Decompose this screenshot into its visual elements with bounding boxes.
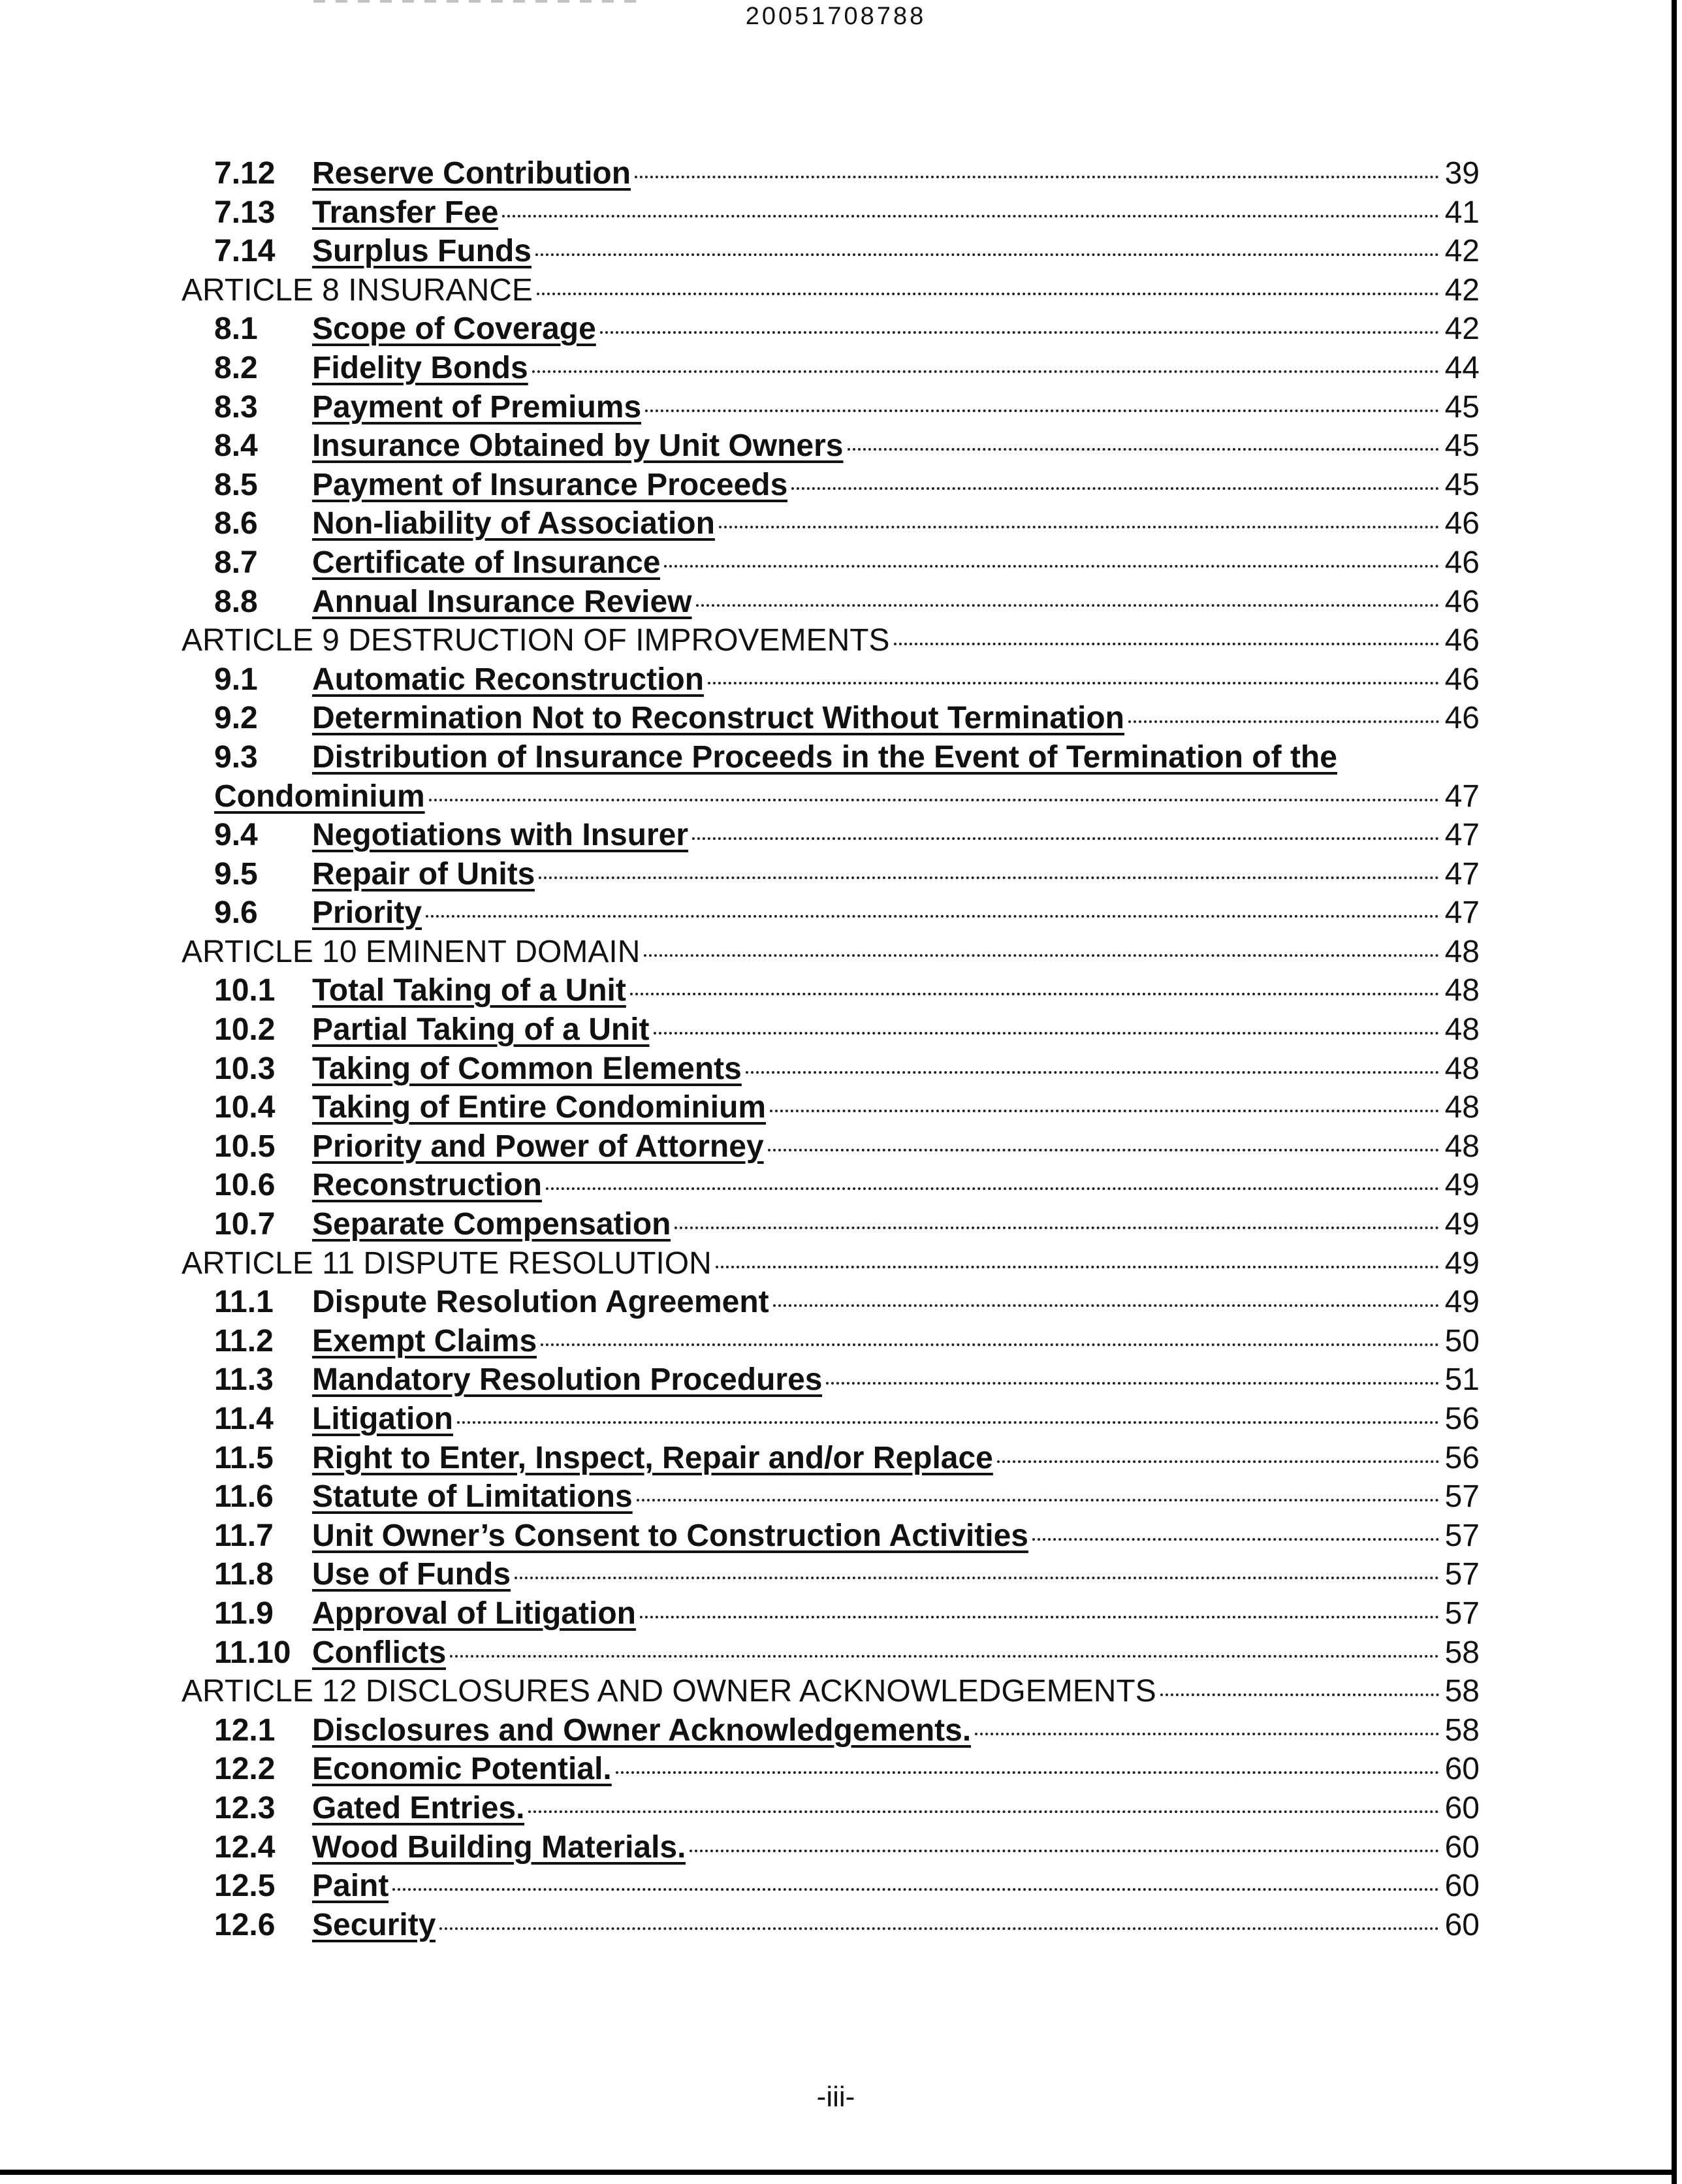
toc-section-title: Certificate of Insurance (312, 545, 661, 580)
toc-dot-leader (773, 1304, 1439, 1307)
toc-section-title: Litigation (312, 1402, 453, 1436)
toc-section-title: Economic Potential. (312, 1752, 612, 1787)
toc-dot-leader (791, 487, 1439, 490)
toc-section-title: Security (312, 1907, 436, 1942)
toc-section-title: Taking of Entire Condominium (312, 1090, 767, 1125)
toc-section-row (182, 583, 1480, 622)
toc-page-number: 49 (1444, 1285, 1480, 1320)
toc-section-title: Paint (312, 1869, 389, 1904)
toc-dot-leader (645, 410, 1439, 412)
toc-dot-leader (674, 1227, 1439, 1229)
toc-dot-leader (770, 1110, 1439, 1112)
toc-dot-leader (541, 1343, 1439, 1346)
toc-section-number: 9.5 (214, 856, 258, 891)
toc-section-number: 10.2 (214, 1012, 276, 1048)
toc-section-title: Exempt Claims (312, 1323, 537, 1358)
toc-section-title: Disclosures and Owner Acknowledgements. (312, 1712, 972, 1748)
toc-section-number: 10.6 (214, 1168, 276, 1203)
toc-section-row (182, 1283, 1480, 1322)
toc-section-title: Fidelity Bonds (312, 350, 528, 385)
toc-article-title: ARTICLE 10 EMINENT DOMAIN (182, 934, 641, 969)
toc-section-title: Insurance Obtained by Unit Owners (312, 428, 844, 464)
toc-section-row (182, 699, 1480, 738)
toc-section-title: Negotiations with Insurer (312, 818, 689, 853)
toc-section-title: Automatic Reconstruction (312, 662, 705, 697)
toc-page-number: 49 (1444, 1207, 1480, 1242)
toc-section-row (182, 1322, 1480, 1361)
toc-section-row (182, 349, 1480, 388)
toc-dot-leader (692, 837, 1439, 840)
toc-section-number: 8.6 (214, 506, 258, 541)
toc-article-title: ARTICLE 9 DESTRUCTION OF IMPROVEMENTS (182, 623, 890, 658)
toc-dot-leader (429, 799, 1439, 801)
toc-page-number: 60 (1444, 1869, 1480, 1904)
scan-border-bottom (0, 2170, 1677, 2175)
toc-article-row (182, 1244, 1480, 1283)
toc-section-title: Conflicts (312, 1635, 447, 1670)
toc-dot-leader (640, 1616, 1439, 1618)
toc-dot-leader (535, 253, 1439, 256)
toc-dot-leader (975, 1733, 1439, 1735)
toc-section-number: 11.4 (214, 1402, 274, 1436)
toc-page-number: 47 (1444, 856, 1480, 891)
toc-page-number: 42 (1444, 312, 1480, 347)
toc-page-number: 58 (1444, 1712, 1480, 1748)
page-number-footer: -iii- (816, 2081, 855, 2113)
toc-section-row (182, 1127, 1480, 1166)
toc-dot-leader (600, 331, 1439, 334)
toc-dot-leader (690, 1850, 1439, 1852)
toc-section-number: 9.4 (214, 818, 258, 853)
toc-dot-leader (997, 1460, 1439, 1463)
toc-page-number: 58 (1444, 1674, 1480, 1709)
toc-section-row (182, 310, 1480, 349)
toc-section-number: 12.1 (214, 1712, 276, 1748)
toc-dot-leader (644, 954, 1439, 957)
toc-section-number: 11.9 (214, 1596, 274, 1631)
toc-dot-leader (502, 215, 1439, 217)
toc-section-title: Reserve Contribution (312, 156, 631, 191)
toc-section-number: 8.7 (214, 545, 258, 580)
toc-section-title: Non-liability of Association (312, 506, 715, 541)
toc-article-title: ARTICLE 11 DISPUTE RESOLUTION (182, 1245, 712, 1281)
toc-section-number: 12.3 (214, 1790, 276, 1825)
toc-section-number: 7.13 (214, 195, 276, 230)
toc-section-title: Surplus Funds (312, 234, 532, 269)
toc-section-row (182, 154, 1480, 193)
toc-section-number: 11.5 (214, 1440, 274, 1475)
toc-section-number: 11.8 (214, 1557, 274, 1592)
toc-dot-leader (546, 1187, 1439, 1190)
toc-section-row (182, 1750, 1480, 1789)
toc-section-row (182, 388, 1480, 427)
toc-section-row (182, 466, 1480, 505)
toc-page-number: 48 (1444, 1129, 1480, 1164)
toc-section-title: Use of Funds (312, 1557, 511, 1592)
toc-section-row (182, 738, 1480, 777)
toc-section-title: Annual Insurance Review (312, 584, 692, 619)
toc-section-row (182, 1711, 1480, 1750)
toc-page-number: 47 (1444, 779, 1480, 814)
toc-section-title-continued: Condominium (214, 779, 425, 814)
toc-section-number: 9.6 (214, 895, 258, 931)
toc-page-number: 48 (1444, 1090, 1480, 1125)
toc-dot-leader (426, 915, 1439, 918)
toc-section-row (182, 1205, 1480, 1244)
toc-dot-leader (537, 293, 1439, 295)
toc-section-row (182, 1010, 1480, 1050)
toc-article-title: ARTICLE 8 INSURANCE (182, 272, 533, 308)
toc-section-title: Right to Enter, Inspect, Repair and/or Replace (312, 1440, 993, 1475)
toc-dot-leader (746, 1071, 1439, 1074)
toc-section-number: 11.10 (214, 1635, 291, 1670)
toc-section-row (182, 1594, 1480, 1633)
toc-section-number: 9.3 (214, 739, 258, 775)
toc-section-title: Distribution of Insurance Proceeds in the Event of Termination of the (312, 739, 1337, 775)
toc-page-number: 57 (1444, 1596, 1480, 1631)
toc-section-row (182, 1828, 1480, 1867)
toc-page-number: 45 (1444, 389, 1480, 425)
toc-section-title: Approval of Litigation (312, 1596, 636, 1631)
toc-page-number: 56 (1444, 1402, 1480, 1436)
toc-section-row (182, 660, 1480, 699)
toc-page-number: 58 (1444, 1635, 1480, 1670)
toc-page-number: 46 (1444, 545, 1480, 580)
table-of-contents (182, 154, 1480, 1944)
toc-section-row (182, 193, 1480, 233)
toc-section-number: 12.4 (214, 1829, 276, 1865)
toc-page-number: 48 (1444, 1012, 1480, 1048)
toc-page-number: 60 (1444, 1790, 1480, 1825)
toc-page-number: 42 (1444, 272, 1480, 308)
toc-dot-leader (696, 604, 1439, 607)
toc-page-number: 45 (1444, 467, 1480, 502)
toc-section-title: Transfer Fee (312, 195, 499, 230)
toc-page-number: 57 (1444, 1479, 1480, 1515)
toc-article-row (182, 933, 1480, 972)
toc-dot-leader (457, 1421, 1439, 1424)
toc-section-number: 11.1 (214, 1285, 274, 1320)
toc-page-number: 57 (1444, 1557, 1480, 1592)
toc-section-row (182, 1360, 1480, 1400)
toc-page-number: 49 (1444, 1168, 1480, 1203)
toc-section-title: Determination Not to Reconstruct Without Termination (312, 701, 1124, 736)
toc-article-row (182, 621, 1480, 660)
toc-section-title: Scope of Coverage (312, 312, 596, 347)
toc-section-row (182, 1166, 1480, 1205)
toc-dot-leader (637, 1499, 1439, 1502)
toc-section-row (182, 1867, 1480, 1906)
toc-section-number: 10.1 (214, 973, 276, 1008)
toc-dot-leader (719, 526, 1439, 528)
toc-dot-leader (630, 993, 1439, 995)
toc-dot-leader (539, 876, 1439, 879)
toc-section-row (182, 1555, 1480, 1594)
toc-section-number: 11.3 (214, 1362, 274, 1398)
toc-dot-leader (392, 1888, 1439, 1891)
toc-section-row (182, 1906, 1480, 1945)
toc-section-number: 12.5 (214, 1869, 276, 1904)
toc-section-row (182, 1400, 1480, 1439)
toc-section-row (182, 1517, 1480, 1556)
toc-dot-leader (616, 1771, 1439, 1774)
toc-page-number: 50 (1444, 1323, 1480, 1358)
toc-section-title: Payment of Premiums (312, 389, 642, 425)
toc-section-number: 7.14 (214, 234, 276, 269)
toc-section-title: Priority and Power of Attorney (312, 1129, 764, 1164)
toc-page-number: 39 (1444, 156, 1480, 191)
toc-section-row (182, 1050, 1480, 1089)
toc-section-row-continued (182, 777, 1480, 816)
toc-section-number: 8.1 (214, 312, 258, 347)
toc-section-title: Mandatory Resolution Procedures (312, 1362, 823, 1398)
toc-dot-leader (894, 643, 1439, 645)
toc-section-title: Dispute Resolution Agreement (312, 1285, 769, 1320)
toc-page-number: 60 (1444, 1829, 1480, 1865)
toc-section-number: 8.5 (214, 467, 258, 502)
toc-section-row (182, 1439, 1480, 1478)
toc-dot-leader (450, 1655, 1439, 1658)
toc-page-number: 47 (1444, 895, 1480, 931)
toc-page-number: 46 (1444, 584, 1480, 619)
scan-border-right (1672, 0, 1677, 2184)
toc-section-number: 12.2 (214, 1752, 276, 1787)
toc-section-number: 8.3 (214, 389, 258, 425)
toc-dot-leader (716, 1266, 1439, 1268)
toc-section-title: Statute of Limitations (312, 1479, 633, 1515)
toc-section-number: 8.8 (214, 584, 258, 619)
toc-section-number: 11.2 (214, 1323, 274, 1358)
toc-page-number: 47 (1444, 818, 1480, 853)
toc-dot-leader (664, 565, 1439, 568)
toc-section-number: 9.1 (214, 662, 258, 697)
toc-dot-leader (1128, 720, 1439, 723)
toc-dot-leader (515, 1577, 1439, 1579)
toc-page-number: 48 (1444, 934, 1480, 969)
toc-section-row (182, 426, 1480, 466)
document-number: 20051708788 (745, 3, 927, 30)
toc-article-row (182, 271, 1480, 310)
toc-section-number: 10.7 (214, 1207, 276, 1242)
toc-section-title: Reconstruction (312, 1168, 543, 1203)
toc-section-number: 10.4 (214, 1090, 276, 1125)
toc-section-row (182, 855, 1480, 894)
toc-section-row (182, 971, 1480, 1010)
toc-page-number: 48 (1444, 1051, 1480, 1086)
toc-dot-leader (654, 1032, 1439, 1035)
toc-section-title: Total Taking of a Unit (312, 973, 626, 1008)
toc-dot-leader (848, 448, 1440, 451)
toc-page-number: 46 (1444, 623, 1480, 658)
toc-dot-leader (768, 1149, 1439, 1151)
toc-section-number: 11.7 (214, 1518, 274, 1553)
toc-page-number: 60 (1444, 1752, 1480, 1787)
toc-dot-leader (532, 370, 1439, 373)
toc-page-number: 44 (1444, 350, 1480, 385)
toc-section-row (182, 816, 1480, 855)
toc-section-number: 9.2 (214, 701, 258, 736)
toc-section-title: Unit Owner’s Consent to Construction Activities (312, 1518, 1028, 1553)
toc-section-title: Priority (312, 895, 422, 931)
toc-dot-leader (635, 176, 1439, 178)
toc-section-title: Taking of Common Elements (312, 1051, 742, 1086)
toc-section-row (182, 1477, 1480, 1517)
toc-section-number: 11.6 (214, 1479, 274, 1515)
toc-page-number: 46 (1444, 701, 1480, 736)
toc-dot-leader (528, 1810, 1439, 1813)
toc-section-title: Partial Taking of a Unit (312, 1012, 650, 1048)
toc-section-number: 8.4 (214, 428, 258, 464)
toc-dot-leader (1160, 1694, 1439, 1696)
toc-section-title: Separate Compensation (312, 1207, 671, 1242)
toc-page-number: 56 (1444, 1440, 1480, 1475)
toc-article-row (182, 1672, 1480, 1711)
toc-page-number: 60 (1444, 1907, 1480, 1942)
toc-dot-leader (439, 1927, 1439, 1930)
toc-section-number: 10.3 (214, 1051, 276, 1086)
toc-section-row (182, 543, 1480, 583)
toc-section-number: 8.2 (214, 350, 258, 385)
toc-section-title: Payment of Insurance Proceeds (312, 467, 788, 502)
toc-section-number: 10.5 (214, 1129, 276, 1164)
toc-page-number: 51 (1444, 1362, 1480, 1398)
toc-section-number: 12.6 (214, 1907, 276, 1942)
toc-section-row (182, 893, 1480, 933)
toc-section-title: Repair of Units (312, 856, 535, 891)
toc-dot-leader (1032, 1538, 1439, 1541)
toc-page-number: 45 (1444, 428, 1480, 464)
toc-section-row (182, 1789, 1480, 1828)
toc-section-row (182, 504, 1480, 543)
toc-page-number: 41 (1444, 195, 1480, 230)
toc-section-title: Gated Entries. (312, 1790, 525, 1825)
toc-section-row (182, 232, 1480, 271)
toc-page-number: 48 (1444, 973, 1480, 1008)
toc-section-title: Wood Building Materials. (312, 1829, 686, 1865)
toc-page-number: 49 (1444, 1245, 1480, 1281)
toc-page-number: 46 (1444, 662, 1480, 697)
toc-section-row (182, 1633, 1480, 1673)
toc-page-number: 46 (1444, 506, 1480, 541)
toc-page-number: 57 (1444, 1518, 1480, 1553)
toc-article-title: ARTICLE 12 DISCLOSURES AND OWNER ACKNOWLEDGEMENTS (182, 1674, 1156, 1709)
toc-page-number: 42 (1444, 234, 1480, 269)
toc-section-number: 7.12 (214, 156, 276, 191)
toc-section-row (182, 1088, 1480, 1127)
toc-dot-leader (826, 1382, 1439, 1385)
toc-dot-leader (708, 682, 1439, 684)
